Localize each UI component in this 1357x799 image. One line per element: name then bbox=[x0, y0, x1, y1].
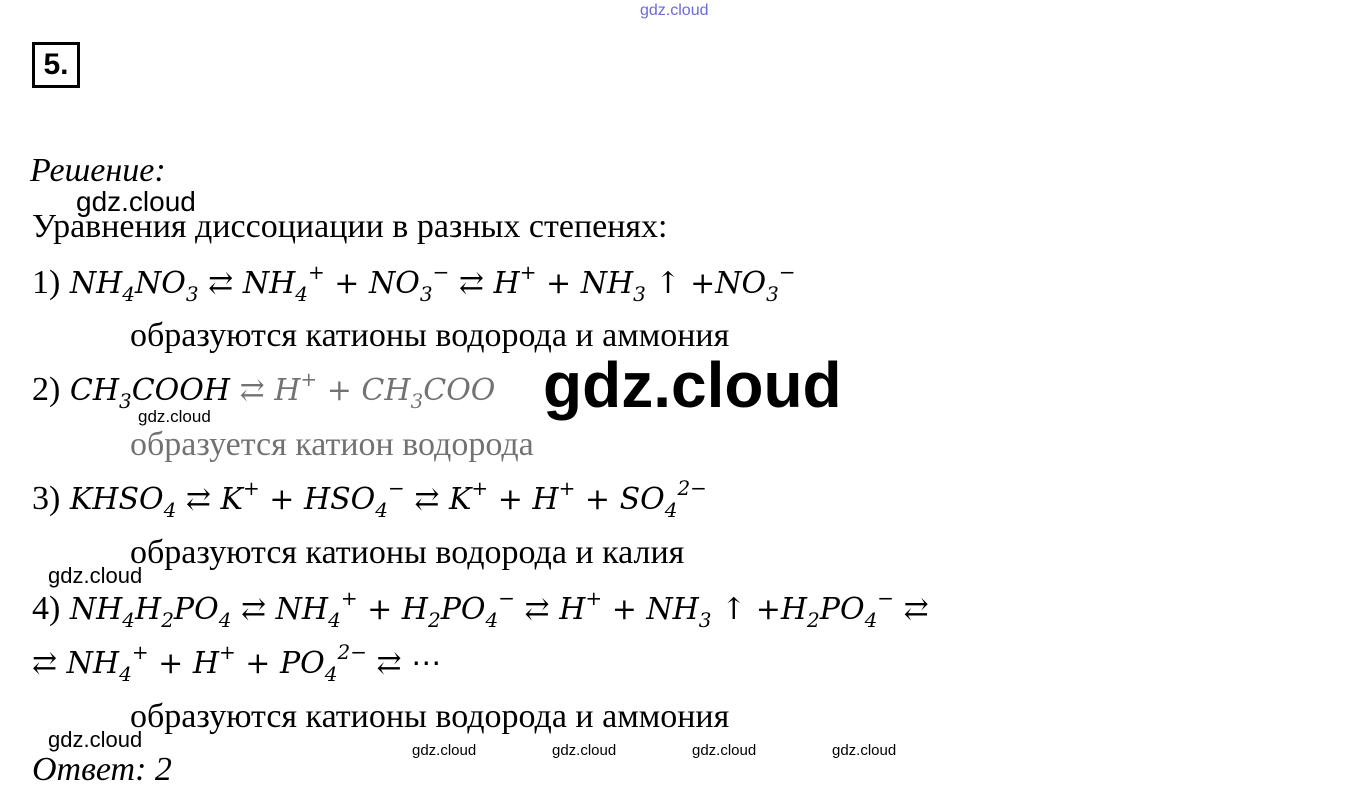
equation-1-note: образуются катионы водорода и аммония bbox=[130, 317, 730, 354]
equation-3: 3) $KHSO_4$ ⇄ $K^+ + HSO_4^-$ ⇄ $K^+ + H^+ + SO_4^{2-}$ bbox=[32, 476, 707, 522]
watermark-eq2: gdz.cloud bbox=[138, 407, 211, 426]
solution-heading: Решение: bbox=[30, 152, 166, 189]
watermark-top: gdz.cloud bbox=[640, 2, 709, 19]
equation-3-note: образуются катионы водорода и калия bbox=[130, 534, 685, 571]
equation-4-continued: ⇄ $NH_4^+ + H^+ + PO_4^{2-}$ ⇄ ⋯ bbox=[32, 640, 442, 686]
watermark-left-3: gdz.cloud bbox=[48, 563, 143, 588]
equation-1: 1) $NH_4NO_3$ ⇄ $NH_4^+ + NO_3^-$ ⇄ $H^+ + NH_3$ ↑ $+NO_3^-$ bbox=[32, 260, 796, 306]
equation-2-label: 2) bbox=[32, 371, 61, 408]
intro-text: Уравнения диссоциации в разных степенях: bbox=[32, 208, 668, 245]
watermark-bottom-1: gdz.cloud bbox=[412, 742, 477, 759]
equation-4: 4) $NH_4H_2PO_4$ ⇄ $NH_4^+ + H_2PO_4^-$ ⇄ $H^+ + NH_3$ ↑ $+H_2PO_4^-$ ⇄ bbox=[32, 586, 929, 632]
watermark-bottom-3: gdz.cloud bbox=[692, 742, 757, 759]
equation-4-label: 4) bbox=[32, 590, 61, 627]
equation-2-note: образуется катион водорода bbox=[130, 426, 534, 463]
problem-number: 5. bbox=[32, 42, 80, 88]
answer-text: Ответ: 2 bbox=[32, 751, 172, 788]
equation-3-label: 3) bbox=[32, 480, 61, 517]
watermark-heading: gdz.cloud bbox=[76, 186, 196, 217]
equation-4-note: образуются катионы водорода и аммония bbox=[130, 698, 730, 735]
watermark-bottom-2: gdz.cloud bbox=[552, 742, 617, 759]
watermark-bottom-4: gdz.cloud bbox=[832, 742, 897, 759]
watermark-left-4: gdz.cloud bbox=[48, 727, 143, 752]
watermark-big: gdz.cloud bbox=[543, 349, 842, 421]
equation-1-label: 1) bbox=[32, 264, 61, 301]
equation-2: 2) $CH_3COOH$ ⇄ $H^+ + CH_3COO$ bbox=[32, 367, 496, 413]
